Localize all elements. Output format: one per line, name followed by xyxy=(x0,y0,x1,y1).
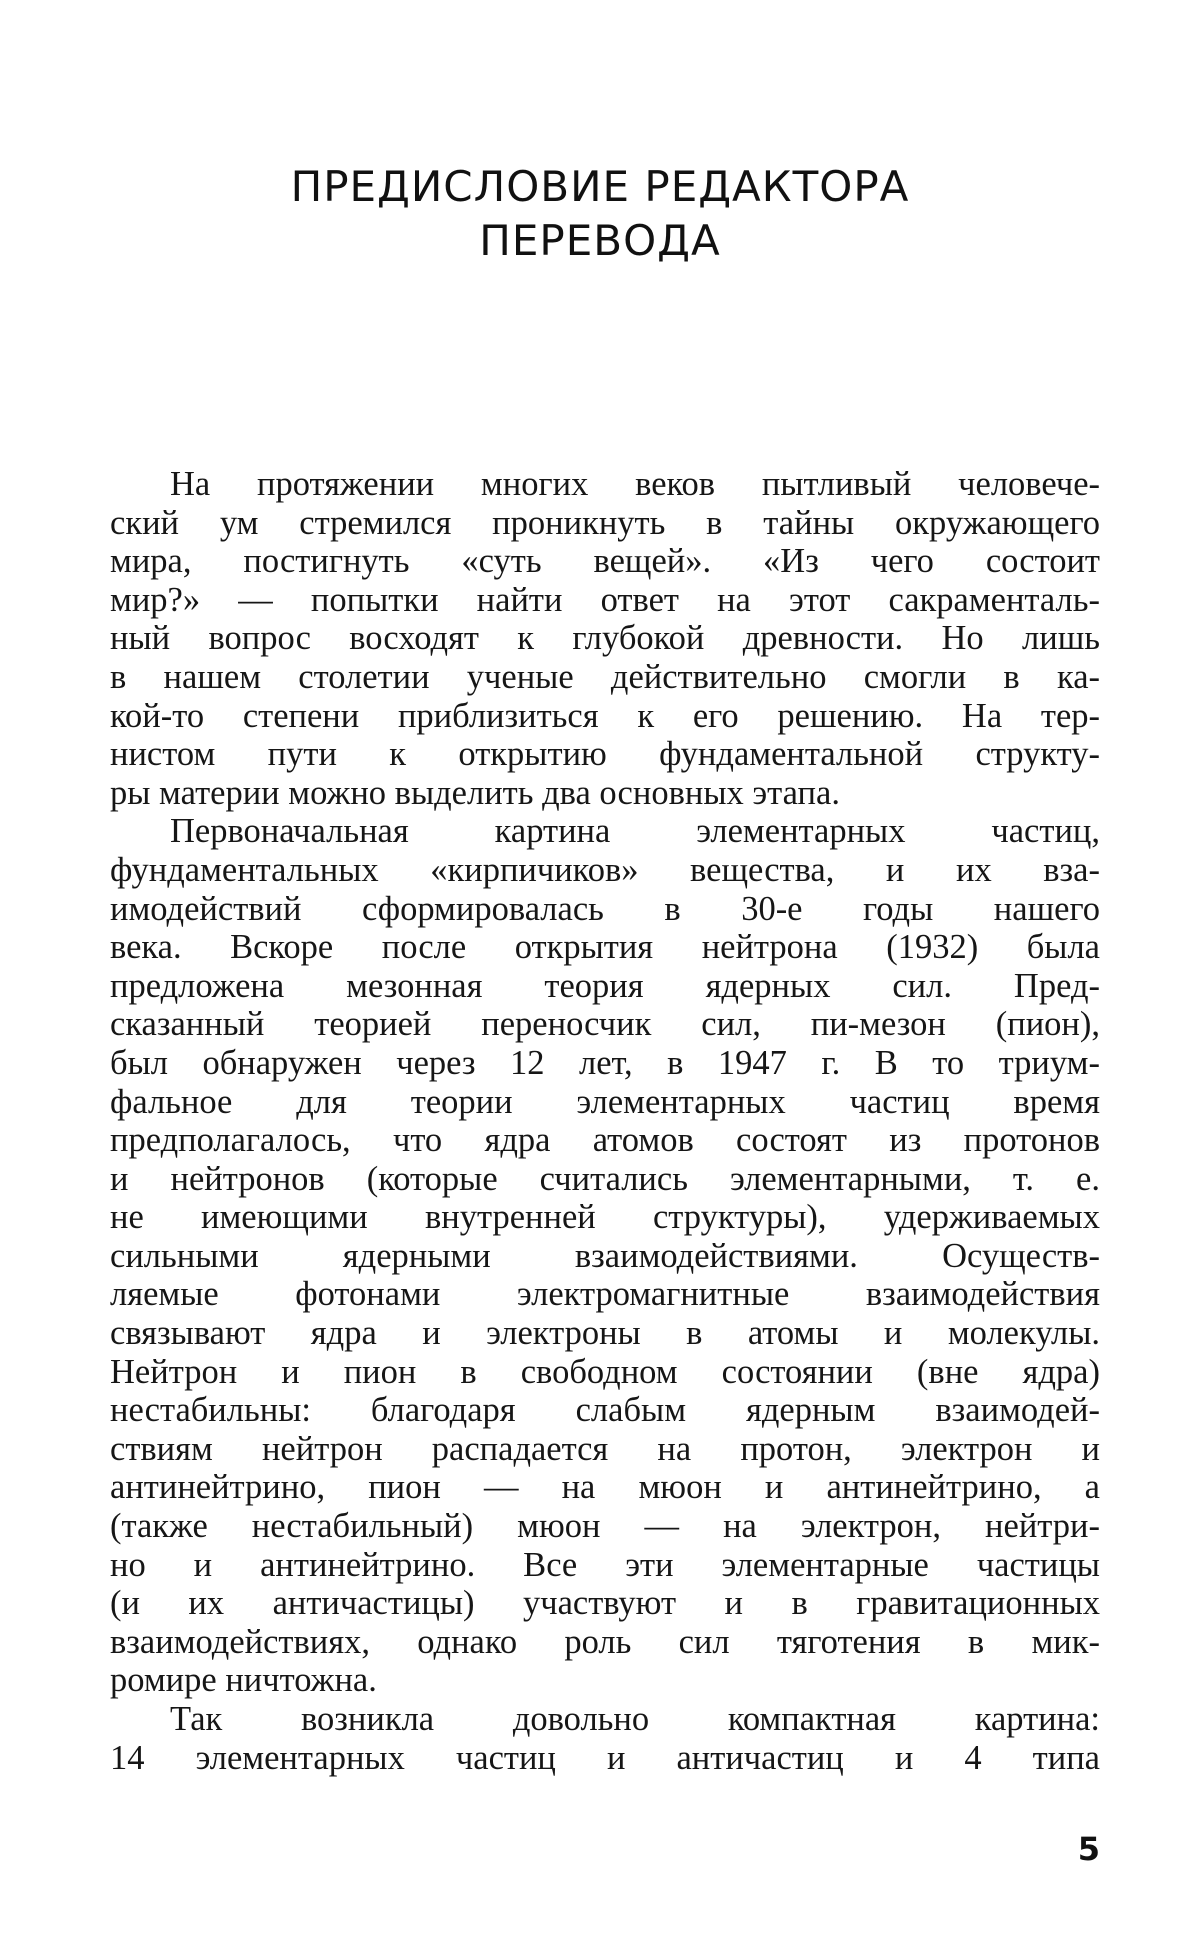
page-number: 5 xyxy=(1077,1830,1100,1868)
text-line: ромире ничтожна. xyxy=(110,1661,377,1700)
text-line: века. Вскоре после открытия нейтрона (1932) была xyxy=(110,928,1100,967)
text-line: предложена мезонная теория ядерных сил. Пред- xyxy=(110,966,1100,1005)
text-line: кой-то степени приблизиться к его решению. На тер- xyxy=(110,696,1100,735)
text-line: в нашем столетии ученые действительно смогли в ка- xyxy=(110,657,1100,696)
text-line: сильными ядерными взаимодействиями. Осуществ- xyxy=(110,1236,1100,1275)
text-line: ствиям нейтрон распадается на протон, электрон и xyxy=(110,1429,1100,1468)
chapter-title-line-2: ПЕРЕВОДА xyxy=(479,216,721,265)
text-line: Нейтрон и пион в свободном состоянии (вне ядра) xyxy=(110,1352,1100,1391)
text-line: был обнаружен через 12 лет, в 1947 г. В то триум- xyxy=(110,1043,1100,1082)
text-line: сказанный теорией переносчик сил, пи-мезон (пион), xyxy=(110,1005,1100,1044)
text-line: фундаментальных «кирпичиков» вещества, и их вза- xyxy=(110,850,1100,889)
text-line: Первоначальная картина элементарных частиц, xyxy=(170,812,1100,851)
text-line: ляемые фотонами электромагнитные взаимодействия xyxy=(110,1275,1100,1314)
text-line: не имеющими внутренней структуры), удерживаемых xyxy=(110,1198,1100,1237)
text-line: ный вопрос восходят к глубокой древности. Но лишь xyxy=(110,619,1100,658)
text-line: и нейтронов (которые считались элементарными, т. е. xyxy=(110,1159,1100,1198)
text-line: (и их античастицы) участвуют и в гравитационных xyxy=(110,1584,1100,1623)
text-line: имодействий сформировалась в 30-е годы нашего xyxy=(110,889,1100,928)
text-line: ский ум стремился проникнуть в тайны окружающего xyxy=(110,503,1100,542)
text-line: но и антинейтрино. Все эти элементарные частицы xyxy=(110,1545,1100,1584)
text-line: нистом пути к открытию фундаментальной структу- xyxy=(110,735,1100,774)
body-text xyxy=(110,465,1100,1777)
text-line: связывают ядра и электроны в атомы и молекулы. xyxy=(110,1314,1100,1353)
text-line: антинейтрино, пион — на мюон и антинейтрино, а xyxy=(110,1468,1100,1507)
text-line: На протяжении многих веков пытливый человече- xyxy=(170,465,1100,503)
chapter-title xyxy=(150,160,1050,268)
text-line: нестабильны: благодаря слабым ядерным взаимодей- xyxy=(110,1391,1100,1430)
text-line: ры материи можно выделить два основных этапа. xyxy=(110,773,840,812)
text-line: взаимодействиях, однако роль сил тяготения в мик- xyxy=(110,1622,1100,1661)
text-line: мира, постигнуть «суть вещей». «Из чего состоит xyxy=(110,542,1100,581)
text-line: фальное для теории элементарных частиц время xyxy=(110,1082,1100,1121)
text-line: Так возникла довольно компактная картина: xyxy=(170,1700,1100,1738)
chapter-title-line-1: ПРЕДИСЛОВИЕ РЕДАКТОРА xyxy=(290,162,910,211)
text-line: мир?» — попытки найти ответ на этот сакраменталь- xyxy=(110,580,1100,619)
text-line: 14 элементарных частиц и античастиц и 4 типа xyxy=(110,1738,1100,1777)
text-line: предполагалось, что ядра атомов состоят из протонов xyxy=(110,1121,1100,1160)
text-line: (также нестабильный) мюон — на электрон, нейтри- xyxy=(110,1507,1100,1546)
